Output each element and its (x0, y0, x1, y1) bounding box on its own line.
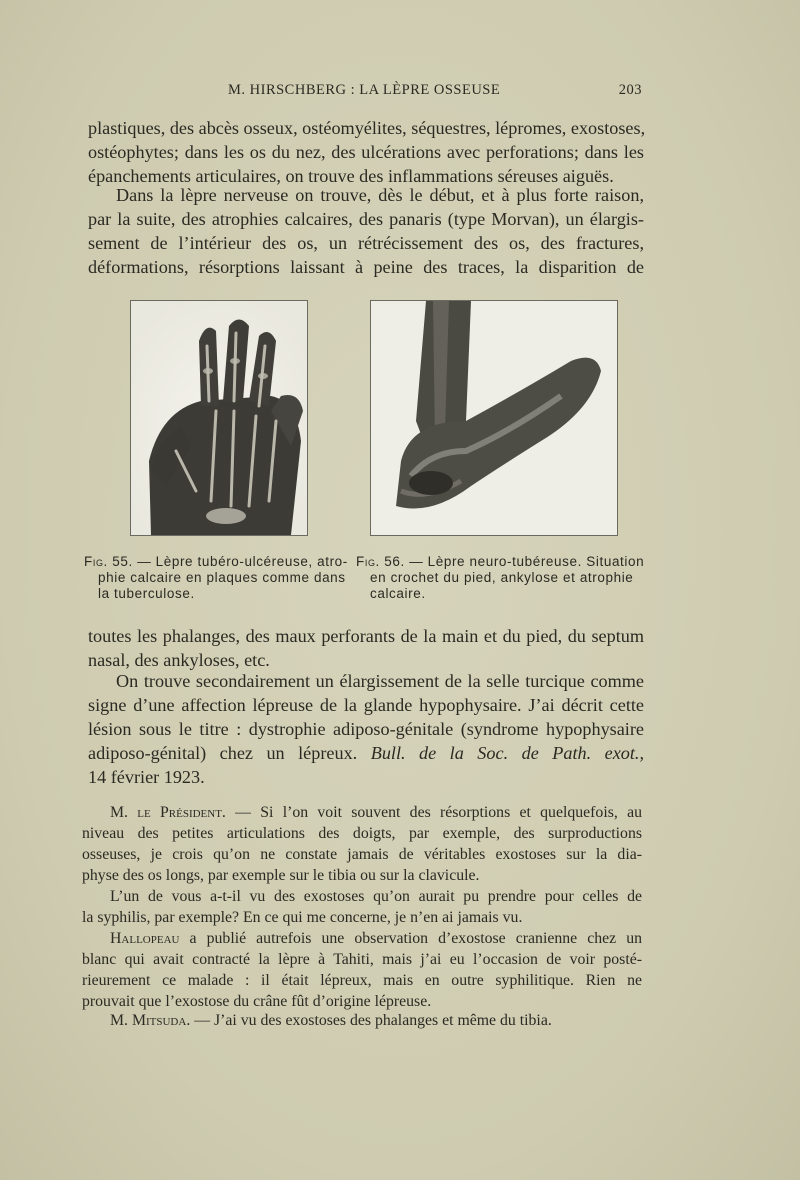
mitsuda-remarks (82, 1010, 642, 1031)
figure-55-xray-hand (130, 300, 308, 536)
hand-xray-image (131, 301, 307, 535)
caption-line: phie calcaire en plaques comme dans (98, 570, 346, 585)
text-line: Dans la lèpre nerveuse on trouve, dès le début, et à plus forte raison, (116, 185, 644, 205)
text-line: ostéophytes; dans les os du nez, des ulcérations avec perforations; dans les (88, 142, 644, 162)
page-number: 203 (618, 82, 642, 98)
figure-56-xray-foot (370, 300, 618, 536)
caption-line: — Lèpre neuro-tubéreuse. Situation (409, 554, 645, 569)
paragraph-3 (88, 624, 644, 672)
text-line: osseuses, je crois qu’on ne constate jamais de véritables exostoses sur la dia- (82, 846, 642, 863)
text-line: sement de l’intérieur des os, un rétrécissement des os, des fractures, (88, 233, 644, 253)
text-line: lésion sous le titre : dystrophie adiposo-génitale (syndrome hypophysaire (88, 719, 644, 739)
text-line: par la suite, des atrophies calcaires, des panaris (type Morvan), un élargis- (88, 209, 644, 229)
text-line: L’un de vous a-t-il vu des exostoses qu’on aurait pu prendre pour celles de (110, 888, 642, 905)
citation-date: 14 février 1923. (88, 767, 205, 787)
text-line: a publié autrefois une observation d’exostose cranienne chez un (189, 930, 643, 947)
text-line: nasal, des ankyloses, etc. (88, 650, 270, 670)
caption-line: calcaire. (370, 586, 426, 601)
figure-55-label: Fig. 55. (84, 554, 133, 569)
figure-56-caption (356, 554, 646, 602)
text-line: physe des os longs, par exemple sur le tibia ou sur la clavicule. (82, 867, 480, 884)
president-remarks (82, 802, 642, 1012)
text-line: rieurement ce malade : il était lépreux, mais en outre syphilitique. Rien ne (82, 972, 642, 989)
text-line: déformations, résorptions laissant à peine des traces, la disparition de (88, 257, 644, 277)
text-line: — J’ai vu des exostoses des phalanges et même du tibia. (194, 1012, 552, 1029)
figure-56-label: Fig. 56. (356, 554, 405, 569)
paragraph-1 (88, 116, 644, 188)
citation: Bull. de la Soc. de Path. exot., (370, 743, 645, 763)
text-line: adiposo-génital) chez un lépreux. (88, 743, 358, 763)
caption-line: la tuberculose. (98, 586, 195, 601)
paragraph-2 (88, 183, 644, 279)
header-title: M. HIRSCHBERG : LA LÈPRE OSSEUSE (228, 82, 501, 98)
speaker-mitsuda: M. Mitsuda. (110, 1012, 191, 1029)
caption-line: en crochet du pied, ankylose et atrophie (370, 570, 634, 585)
text-line: niveau des petites articulations des doigts, par exemple, des surproductions (82, 825, 642, 842)
text-line: prouvait que l’exostose du crâne fût d’origine lépreuse. (82, 993, 432, 1010)
speaker-president: M. le Président. (110, 804, 226, 821)
text-line: signe d’une affection lépreuse de la glande hypophysaire. J’ai décrit cette (88, 695, 644, 715)
text-line: épanchements articulaires, on trouve des inflammations séreuses aiguës. (88, 166, 614, 186)
caption-line: — Lèpre tubéro-ulcéreuse, atro- (137, 554, 348, 569)
paragraph-4 (88, 669, 644, 789)
person-hallopeau: Hallopeau (110, 930, 180, 947)
text-line: plastiques, des abcès osseux, ostéomyélites, séquestres, lépromes, exostoses, (88, 118, 646, 138)
text-line: On trouve secondairement un élargissement de la selle turcique comme (116, 671, 644, 691)
text-line: toutes les phalanges, des maux perforants de la main et du pied, du septum (88, 626, 644, 646)
text-line: blanc qui avait contracté la lèpre à Tahiti, mais j’ai eu l’occasion de voir posté- (82, 951, 642, 968)
text-line: la syphilis, par exemple? En ce qui me concerne, je n’en ai jamais vu. (82, 909, 523, 926)
running-header (90, 82, 642, 102)
figure-55-caption (84, 554, 354, 602)
foot-xray-image (371, 301, 617, 535)
text-line: — Si l’on voit souvent des résorptions et quelquefois, au (235, 804, 642, 821)
